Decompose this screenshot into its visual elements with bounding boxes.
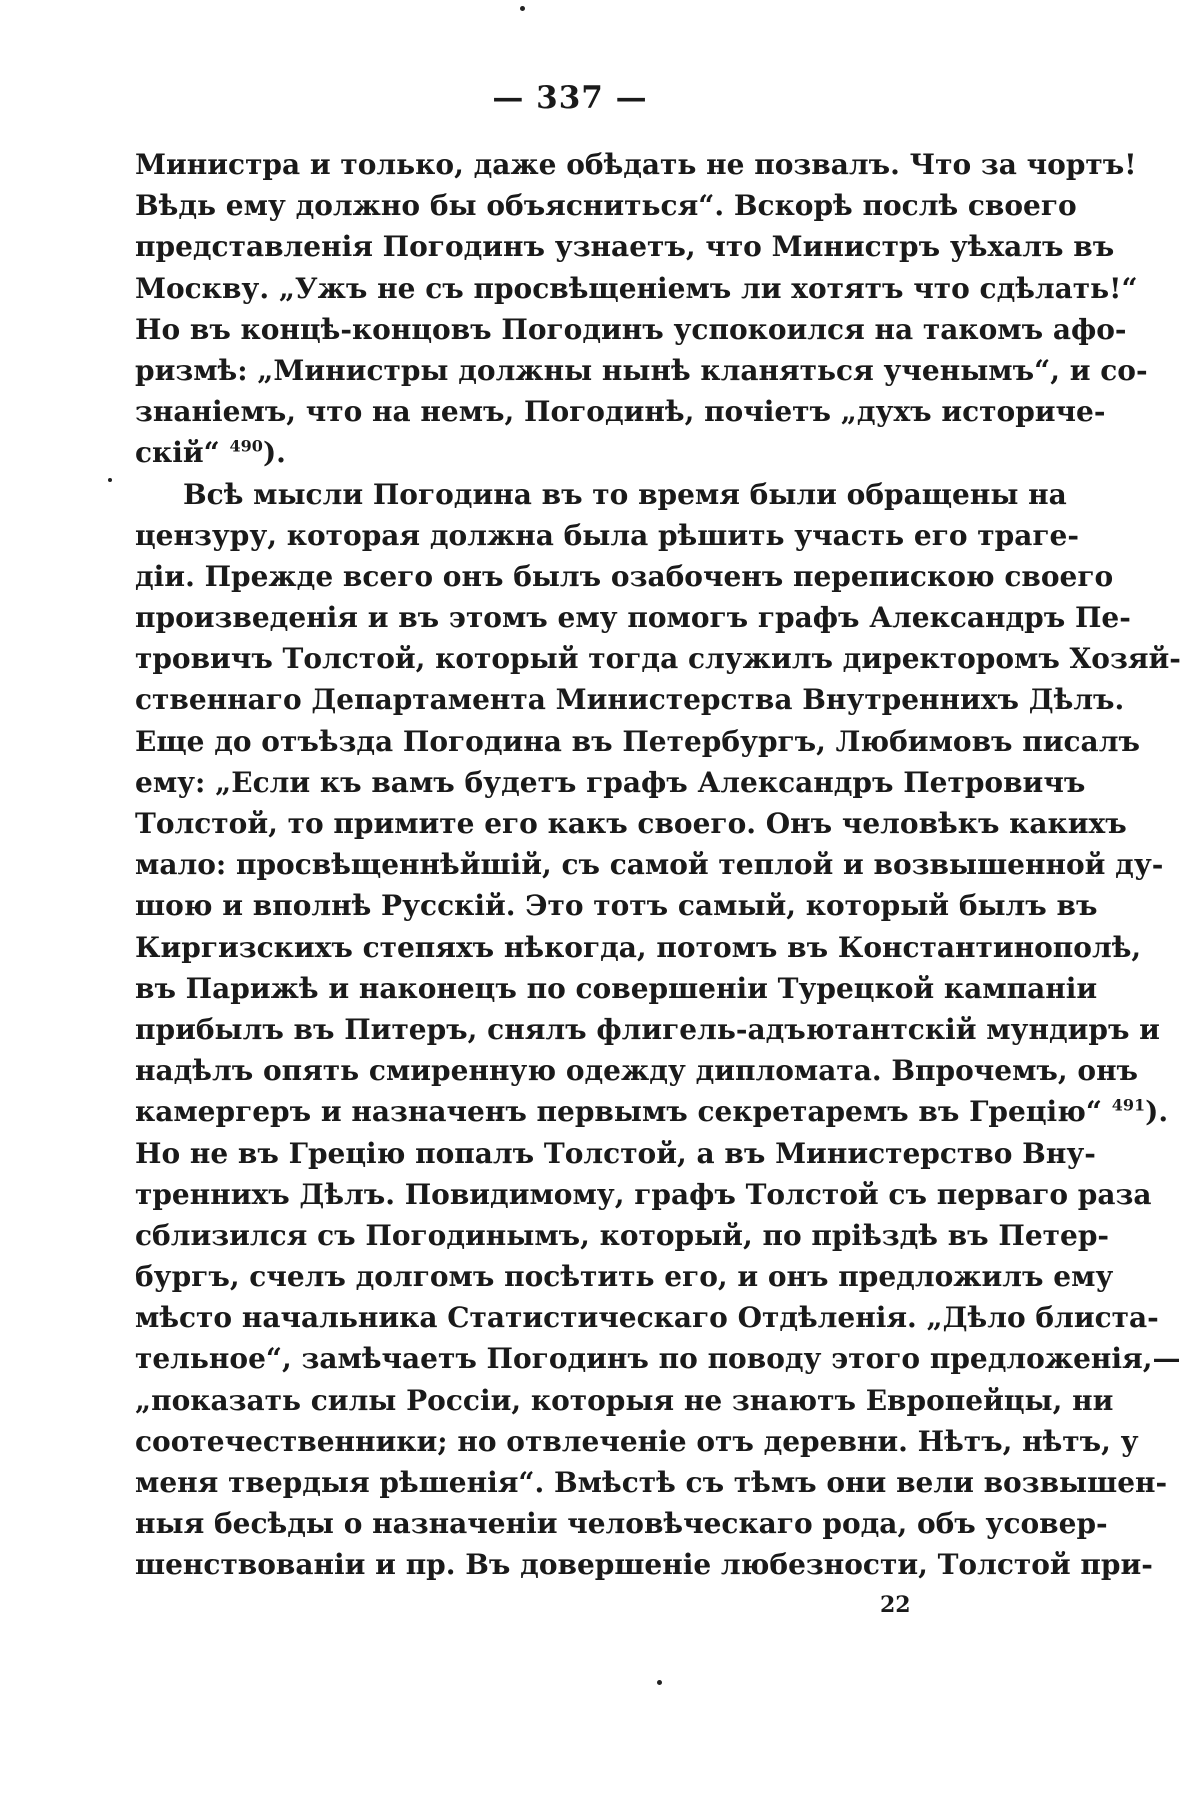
text-line: бургъ, счелъ долгомъ посѣтить его, и онъ предложилъ ему bbox=[135, 1260, 1114, 1294]
text-line: шенствованіи и пр. Въ довершеніе любезности, Толстой при- bbox=[135, 1548, 1153, 1582]
text-line: надѣлъ опять смиренную одежду дипломата. Впрочемъ, онъ bbox=[135, 1054, 1139, 1088]
text-line: діи. Прежде всего онъ былъ озабоченъ перепискою своего bbox=[135, 559, 1114, 593]
text-line: прибылъ въ Питеръ, снялъ флигель-адъютантскій мундиръ и bbox=[135, 1012, 1160, 1046]
text-line: ризмѣ: „Министры должны нынѣ кланяться ученымъ“, и со- bbox=[135, 353, 1148, 387]
text-line: ственнаго Департамента Министерства Внутреннихъ Дѣлъ. bbox=[135, 683, 1125, 717]
text-line: Вѣдь ему должно бы объясниться“. Вскорѣ послѣ своего bbox=[135, 189, 1077, 223]
print-speck-top bbox=[520, 6, 525, 11]
line-text: ). bbox=[262, 436, 286, 470]
text-line: мѣсто начальника Статистическаго Отдѣленія. „Дѣло блиста- bbox=[135, 1301, 1159, 1335]
line-text: ). bbox=[1145, 1095, 1169, 1129]
text-line: Толстой, то примите его какъ своего. Онъ человѣкъ какихъ bbox=[135, 807, 1127, 840]
text-line: ему: „Если къ вамъ будетъ графъ Александръ Петровичъ bbox=[135, 765, 1086, 799]
paragraph-1 bbox=[135, 144, 1148, 474]
text-line bbox=[135, 1091, 1169, 1132]
page-number: — 337 — bbox=[492, 80, 648, 116]
text-line: знаніемъ, что на немъ, Погодинѣ, почіетъ „духъ историче- bbox=[135, 395, 1106, 429]
text-line: Москву. „Ужъ не съ просвѣщеніемъ ли хотятъ что сдѣлать!“ bbox=[135, 271, 1138, 305]
text-line: Киргизскихъ степяхъ нѣкогда, потомъ въ Константинополѣ, bbox=[135, 930, 1142, 964]
text-line: произведенія и въ этомъ ему помогъ графъ Александръ Пе- bbox=[135, 601, 1131, 635]
print-speck-bottom bbox=[657, 1680, 662, 1685]
text-line: сблизился съ Погодинымъ, который, по пріѣздѣ въ Петер- bbox=[135, 1218, 1110, 1252]
text-line: „показать силы Россіи, которыя не знаютъ Европейцы, ни bbox=[135, 1383, 1114, 1417]
footnote-ref: 491 bbox=[1111, 1095, 1146, 1115]
text-line: представленія Погодинъ узнаетъ, что Министръ уѣхалъ въ bbox=[135, 230, 1115, 264]
text-line: тровичъ Толстой, который тогда служилъ директоромъ Хозяй- bbox=[135, 642, 1181, 676]
text-line: Но не въ Грецію попалъ Толстой, а въ Министерство Вну- bbox=[135, 1136, 1096, 1170]
text-line: меня твердыя рѣшенія“. Вмѣстѣ съ тѣмъ они вели возвышен- bbox=[135, 1466, 1168, 1499]
text-line: тельное“, замѣчаетъ Погодинъ по поводу этого предложенія,— bbox=[135, 1342, 1181, 1376]
text-line: Всѣ мысли Погодина въ то время были обращены на bbox=[183, 477, 1067, 511]
text-line: Министра и только, даже обѣдать не позвалъ. Что за чортъ! bbox=[135, 148, 1137, 181]
signature-mark: 22 bbox=[880, 1592, 911, 1618]
text-line: Но въ концѣ-концовъ Погодинъ успокоился на такомъ афо- bbox=[135, 312, 1127, 346]
text-line: треннихъ Дѣлъ. Повидимому, графъ Толстой съ перваго раза bbox=[135, 1177, 1152, 1211]
line-text: скій“ bbox=[135, 436, 220, 470]
text-line bbox=[135, 432, 975, 473]
text-line: въ Парижѣ и наконецъ по совершеніи Турецкой кампаніи bbox=[135, 971, 1098, 1005]
line-text: камергеръ и назначенъ первымъ секретаремъ въ Грецію“ bbox=[135, 1095, 1102, 1129]
text-line: соотечественники; но отвлеченіе отъ деревни. Нѣтъ, нѣтъ, у bbox=[135, 1424, 1139, 1458]
paragraph-2 bbox=[135, 474, 1181, 1586]
text-line: цензуру, которая должна была рѣшить участь его траге- bbox=[135, 518, 1079, 552]
text-line: Еще до отъѣзда Погодина въ Петербургъ, Любимовъ писалъ bbox=[135, 724, 1140, 758]
text-line: ныя бесѣды о назначеніи человѣческаго рода, объ усовер- bbox=[135, 1507, 1108, 1541]
text-line: шою и вполнѣ Русскій. Это тотъ самый, который былъ въ bbox=[135, 889, 1098, 923]
page-body bbox=[135, 144, 1181, 1586]
print-speck-left bbox=[108, 478, 112, 482]
text-line: мало: просвѣщеннѣйшій, съ самой теплой и возвышенной ду- bbox=[135, 848, 1164, 882]
footnote-ref: 490 bbox=[229, 436, 263, 456]
